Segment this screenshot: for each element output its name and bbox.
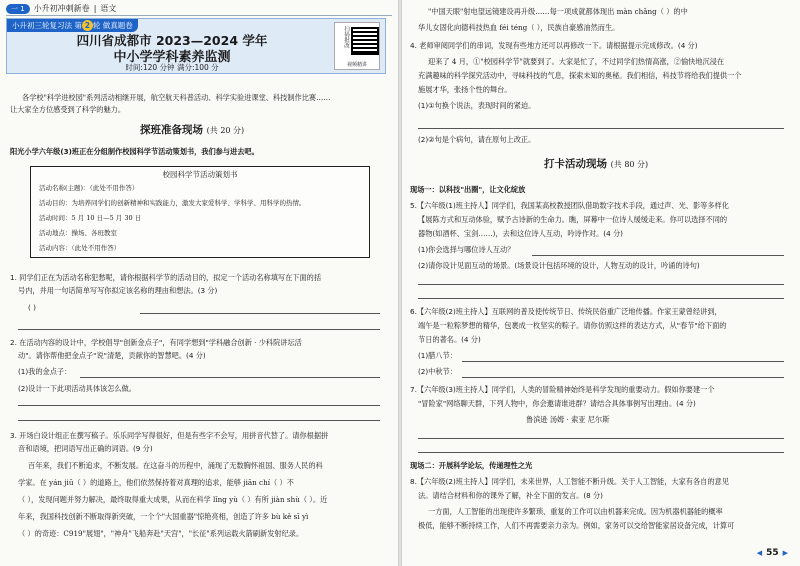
q6-line1: 6.【六年级(2)班主持人】互联网的普及使传统节日、传统民俗重广泛地传播。作家王蒙曾经讲到， <box>410 307 722 316</box>
q4-line1: 4. 老师审阅同学们的串词，发现有些地方还可以再修改一下。请根据提示完成修改。(4 分) <box>410 41 698 50</box>
q2-part2-line2[interactable] <box>18 420 380 421</box>
q4-passage-line3: 施展才华，张扬个性的舞台。 <box>418 85 512 94</box>
header-title: 小升初冲刺新卷 <box>33 4 90 13</box>
q1-answer-line[interactable] <box>140 313 380 314</box>
q8-line1: 8.【六年级(2)班主持人】同学们，未来世界，人工智能不断升级。关于人工智能，大家有各自的意见 <box>410 477 729 486</box>
subsection1-title: 现场一：以科技"出圈"，让文化绽放 <box>410 185 526 194</box>
q3-line2: 音和语境，把词语写出正确的词语。(9 分) <box>18 444 153 453</box>
q4-passage-line1: 迎来了 4 月，①"校园科学节"就要到了。大家是忙了，不过同学们热情高涨，②愉快地沉浸在 <box>428 57 725 66</box>
q1-answer-blank[interactable]: ( ) <box>28 303 36 312</box>
right-page <box>402 0 800 566</box>
q8-passage-line2: 极低，能够不断持续工作，人们不再需要亲力亲为。例如，家务可以交给智能家居设备完成，计算可 <box>418 521 735 530</box>
qr-side-label: 扫码批改 <box>343 26 349 48</box>
plan-row-name: 活动名称(主题)：（此处不用作答） <box>39 184 139 192</box>
q7-answer-line2[interactable] <box>418 452 784 453</box>
qr-code-box[interactable] <box>334 22 380 70</box>
q6-part1-line[interactable] <box>462 361 784 362</box>
q5-part1: (1)你会选择与哪位诗人互动？ <box>418 245 515 254</box>
q4-passage-line2: 充满趣味的科学探究活动中，寻味科技的气息，探索未知的奥秘。我们相信，科技节将给我们提供一个 <box>418 71 742 80</box>
header-subject: 语文 <box>100 4 117 13</box>
header-badge: 一 1 <box>6 4 30 14</box>
plan-row-content: 活动内容：（此处不用作答） <box>39 244 121 252</box>
round-tag-prefix: 小升初三轮复习法 第 <box>12 21 82 30</box>
header-divider: | <box>93 4 97 13</box>
q6-line2: 端午是一粒粽梦想的精华，包裹成一枚坚实的粽子。请你仿照这样的表达方式，从"春节"给下面的 <box>418 321 727 330</box>
round-tag-suffix: 轮 做真题卷 <box>92 21 133 30</box>
section1-lead: 阳光小学六年级(3)班正在分组制作校园科学节活动策划书，我们参与进去吧。 <box>10 147 259 156</box>
section1-heading <box>140 122 244 137</box>
q2-part1: (1)我的金点子： <box>18 367 72 376</box>
exam-time-score: 时间:120 分钟 满分:100 分 <box>125 63 219 72</box>
intro-line2: 让大家全方位感受到了科学的魅力。 <box>10 105 126 114</box>
intro-line1: 各学校"科学进校园"系列活动相继开展，航空航天科普活动、科学实验进课堂、科技制作比赛…… <box>22 93 331 102</box>
q2-part2-line1[interactable] <box>18 405 380 406</box>
q3-passage-line3: （ ），发现问题并努力解决，最终取得重大成果，从而在科学 lǐng yù（ ）有所 jiàn shù（ ）。近 <box>18 495 328 504</box>
q4-part1: (1)①句换个说法，表现时间的紧迫。 <box>418 101 536 110</box>
q2-part1-line[interactable] <box>80 377 380 378</box>
q7-answer-line1[interactable] <box>418 438 784 439</box>
r-passage-line2: 华儿女固化向德科技热血 féi téng（ ），民族自豪感油然而生。 <box>418 23 620 32</box>
qr-caption: 视频精讲 <box>346 62 367 68</box>
section2-title: 打卡活动现场 <box>544 158 607 170</box>
next-arrow-icon: ▶ <box>782 549 788 557</box>
q5-line3: 器物(如酒杯、宝剑……)，去和这位诗人互动，吟诗作对。(4 分) <box>418 229 623 238</box>
page-number <box>757 548 788 558</box>
section1-title: 探班准备现场 <box>140 124 203 136</box>
q5-part2: (2)请你设计见面互动的场景。(场景设计包括环境的设计，人物互动的设计，吟诵的诗句) <box>418 261 700 270</box>
q2-line2: 动"。请你帮他把金点子"说"清楚，贡献你的智慧吧。(4 分) <box>18 351 206 360</box>
q3-passage-line4: 年来，我国科技创新不断取得新突破，一个个"大国重器"惊艳亮相，创造了许多 bù kě sī yì <box>18 512 309 521</box>
q3-passage-line1: 百年来，我们不断追求，不断发展。在这奋斗的历程中，涌现了无数胸怀祖国、服务人民的科 <box>28 461 323 470</box>
r-passage-line1: "中国天眼"射电望远镜建设再升级……每一项成就都体现出 màn chǎng（ ）的中 <box>428 7 688 16</box>
activity-plan-box <box>30 166 370 258</box>
q3-line1: 3. 开场白设计组正在撰写稿子。乐乐同学写得很好，但是有些字不会写，用拼音代替了。请你根据拼 <box>10 431 329 440</box>
q3-passage-line2: 学家。在 yán jiū（ ）的道路上，他们依然保持着对真理的追求，能够 jiān chí（ ）不 <box>18 478 294 487</box>
q5-line2: 【展陈方式和互动体验，赋予古诗新的生命力。瞧，屏幕中一位诗人缓缓走来。你可以选择不同的 <box>418 215 728 224</box>
q1-line2: 号内，并用一句话简单写写你拟定该名称的理由和想法。(3 分) <box>18 286 218 295</box>
section2-heading <box>544 156 648 171</box>
q6-line3: 节日的著名。(4 分) <box>418 335 481 344</box>
qr-code-icon <box>351 27 379 55</box>
q8-line2: 法。请结合材料和你的课外了解，补全下面的发言。(8 分) <box>418 491 603 500</box>
section2-points: (共 80 分) <box>610 160 649 169</box>
q7-characters: 鲁滨逊 汤姆 · 索亚 尼尔斯 <box>526 415 610 424</box>
q6-part2-line[interactable] <box>462 377 784 378</box>
q5-part1-line[interactable] <box>532 255 784 256</box>
subsection2-title: 现场二：开展科学论坛，传递理性之光 <box>410 461 533 470</box>
plan-row-time: 活动时间：5 月 10 日—5 月 30 日 <box>39 214 142 222</box>
q1-answer-line2[interactable] <box>18 329 380 330</box>
exam-title-line2: 中小学学科素养监测 <box>113 50 231 65</box>
q1-line1: 1. 同学们正在为活动名称犯愁呢，请你根据科学节的活动目的，拟定一个活动名称填写在下面的括 <box>10 273 322 282</box>
q3-passage-line5: （ ）的奇迹：C919"展翅"，"神舟"飞船奔赴"天宫"，"长征"系列运载火箭刷新发射纪录。 <box>18 529 304 538</box>
prev-arrow-icon: ◀ <box>756 549 763 557</box>
q6-part1: (1)腊八节： <box>418 351 457 360</box>
exam-banner <box>6 18 386 74</box>
page-number-text: 55 <box>766 548 779 558</box>
q5-part2-line2[interactable] <box>418 298 784 299</box>
q2-line1: 2. 在活动内容的设计中，学校倡导"创新金点子"，有同学想到"学科融合创新 · 少科院讲坛活 <box>10 338 302 347</box>
plan-row-purpose: 活动目的：为培养同学们的创新精神和实践能力，激发大家爱科学、学科学、用科学的热情。 <box>39 199 306 207</box>
q4-part1-line[interactable] <box>418 128 784 129</box>
plan-title: 校园科学节活动策划书 <box>162 170 238 179</box>
q5-part2-line1[interactable] <box>418 284 784 285</box>
q8-passage-line1: 一方面，人工智能的出现使许多繁琐、重复的工作可以由机器来完成。因为机器机器能的概率 <box>428 507 723 516</box>
q7-line2: "冒险家"网络聊天群，下列人物中，你会邀请谁进群？请结合具体事例写出理由。(4 分) <box>418 399 696 408</box>
q4-part2: (2)②句是个病句，请在原句上改正。 <box>418 135 536 144</box>
header-rule <box>6 15 392 16</box>
page-header <box>6 3 116 14</box>
q5-line1: 5.【六年级(1)班主持人】同学们，我国某高校教授团队借助数字技术手段，通过声、光、影等多样化 <box>410 201 729 210</box>
q7-line1: 7.【六年级(3)班主持人】同学们，人类的冒险精神始终是科学发现的重要动力。假如你要建一个 <box>410 385 715 394</box>
round-number: 2 <box>82 20 93 31</box>
q6-part2: (2)中秋节： <box>418 367 457 376</box>
q2-part2: (2)设计一下此项活动具体该怎么做。 <box>18 384 136 393</box>
exam-title-line1: 四川省成都市 2023—2024 学年 <box>76 33 268 48</box>
plan-row-place: 活动地点：操场、各班教室 <box>39 229 117 237</box>
left-page <box>0 0 398 566</box>
section1-points: (共 20 分) <box>206 126 245 135</box>
